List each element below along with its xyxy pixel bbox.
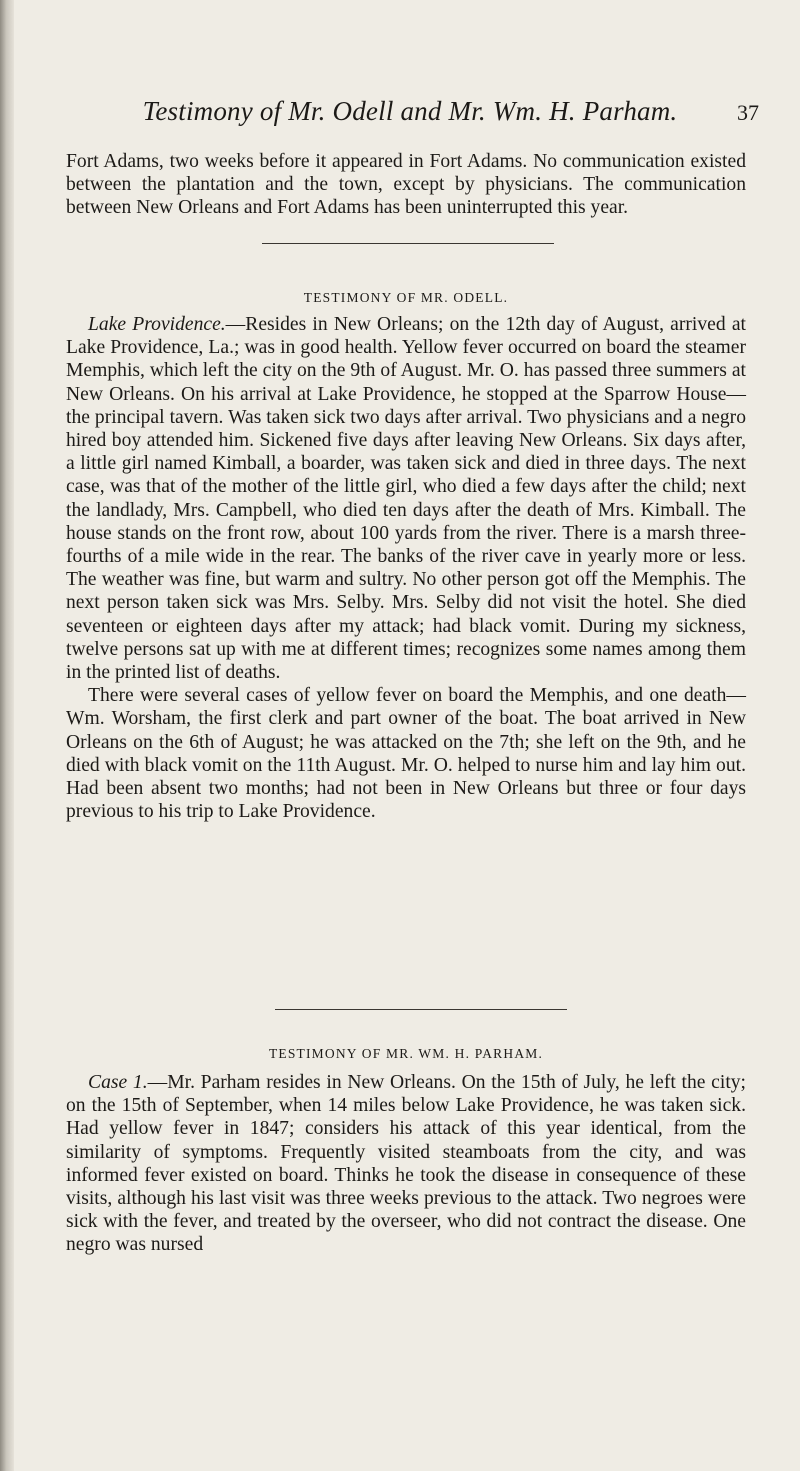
page-number: 37 — [737, 100, 759, 125]
parham-testimony — [66, 1071, 746, 1257]
section-heading-parham: TESTIMONY OF MR. WM. H. PARHAM. — [268, 1046, 544, 1061]
odell-testimony — [66, 313, 746, 823]
parham-paragraph-1 — [66, 1071, 746, 1257]
section-heading-odell: TESTIMONY OF MR. ODELL. — [303, 290, 509, 305]
odell-lead: Lake Providence. — [88, 314, 226, 335]
odell-paragraph-1 — [66, 313, 746, 684]
odell-paragraph-1-text: —Resides in New Orleans; on the 12th day of August, arrived at Lake Providence, La.; was in good health. Yellow fever occurred on board the steamer Memphis, which left the city on the 9th of August. Mr. O. has passed three summers at New Orleans. On his arrival at Lake Providence, he stopped at the Sparrow House—the principal tavern. Was taken sick two days after arrival. Two physicians and a negro hired boy attended him. Sickened five days after leaving New Orleans. Six days after, a little girl named Kimball, a boarder, was taken sick and died in three days. The next case, was that of the mother of the little girl, who died a few days after the child; next the landlady, Mrs. Campbell, who died ten days after the death of Mrs. Kimball. The house stands on the front row, about 100 yards from the river. There is a marsh three-fourths of a mile wide in the rear. The banks of the river cave in yearly more or less. The weather was fine, but warm and sultry. No other person got off the Memphis. The next person taken sick was Mrs. Selby. Mrs. Selby did not visit the hotel. She died seventeen or eighteen days after my attack; had black vomit. During my sickness, twelve persons sat up with me at different times; recognizes some names among them in the printed list of deaths. — [66, 314, 746, 684]
parham-lead: Case 1. — [88, 1072, 148, 1093]
running-head: Testimony of Mr. Odell and Mr. Wm. H. Parham. — [142, 96, 678, 126]
odell-paragraph-2: There were several cases of yellow fever on board the Memphis, and one death—Wm. Worsham, the first clerk and part owner of the boat. The boat arrived in New Orleans on the 6th of August; he was attacked on the 7th; she left on the 9th, and he died with black vomit on the 11th August. Mr. O. helped to nurse him and lay him out. Had been absent two months; had not been in New Orleans but three or four days previous to his trip to Lake Providence. — [66, 685, 746, 823]
continuation-block — [66, 150, 746, 220]
section-divider — [262, 243, 554, 244]
parham-paragraph-1-text: —Mr. Parham resides in New Orleans. On the 15th of July, he left the city; on the 15th of September, when 14 miles below Lake Providence, he was taken sick. Had yellow fever in 1847; considers his attack of this year identical, from the similarity of symptoms. Frequently visited steamboats from the city, and was informed fever existed on board. Thinks he took the disease in consequence of these visits, although his last visit was three weeks previous to the attack. Two negroes were sick with the fever, and treated by the overseer, who did not contract the disease. One negro was nursed — [66, 1072, 747, 1256]
continuation-paragraph: Fort Adams, two weeks before it appeared in Fort Adams. No communication existed between the plantation and the town, except by physicians. The communication between New Orleans and Fort Adams has been uninterrupted this year. — [66, 151, 746, 219]
section-divider — [275, 1009, 567, 1010]
